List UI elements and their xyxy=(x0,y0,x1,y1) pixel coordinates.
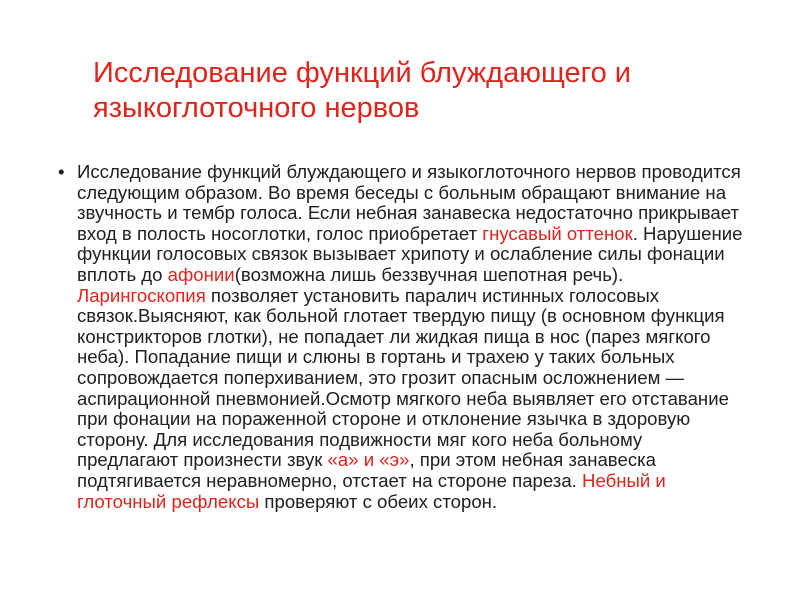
paragraph-text-5: , при этом небная занавеска подтягивается неравномерно, отстает на стороне пареза. xyxy=(77,449,656,491)
paragraph-text-6: проверяют с обеих сторон. xyxy=(259,490,498,512)
slide-body xyxy=(58,162,748,512)
term-nasal-tone[interactable]: гнусавый оттенок xyxy=(482,222,633,244)
term-aphonia[interactable]: афонии xyxy=(167,263,235,285)
bullet-paragraph xyxy=(58,162,748,512)
term-sounds-a-e[interactable]: «а» и «э» xyxy=(327,449,410,471)
paragraph-text-2: . Нарушение функции голосовых связок вызывает хрипоту и ослабление силы фонации вплоть до xyxy=(77,222,743,285)
term-palatal-pharyngeal-reflexes[interactable]: Небный и глоточный рефлексы xyxy=(77,469,666,512)
paragraph-text-3: (возможна лишь беззвучная шепотная речь). xyxy=(234,263,624,285)
paragraph-text-4: позволяет установить паралич истинных голосовых связок.Выясняют, как больной глотает твердую пищу (в основном функция констрикторов глотки), не попадает ли жидкая пища в нос (парез мягкого неба). Попадание пищи и слюны в гортань и трахею у таких больных сопровождается поперхиванием, это грозит опасным осложнением — аспирационной пневмонией.Осмотр мягкого неба выявляет его отставание при фонации на пораженной стороне и отклонение язычка в здоровую сторону. Для исследования подвижности мяг кого неба больному предлагают произнести звук xyxy=(77,284,729,471)
bullet-icon: • xyxy=(58,161,65,182)
slide-title: Исследование функций блуждающего и языкоглоточного нервов xyxy=(93,57,631,124)
paragraph-text-1: Исследование функций блуждающего и языкоглоточного нервов проводится следующим образом. Во время беседы с больным обращают внимание на звучность и тембр голоса. Если небная занавеска недостаточно прикрывает вход в полость носоглотки, голос приобретает xyxy=(77,161,741,244)
term-laryngoscopy[interactable]: Ларингоскопия xyxy=(77,284,206,306)
